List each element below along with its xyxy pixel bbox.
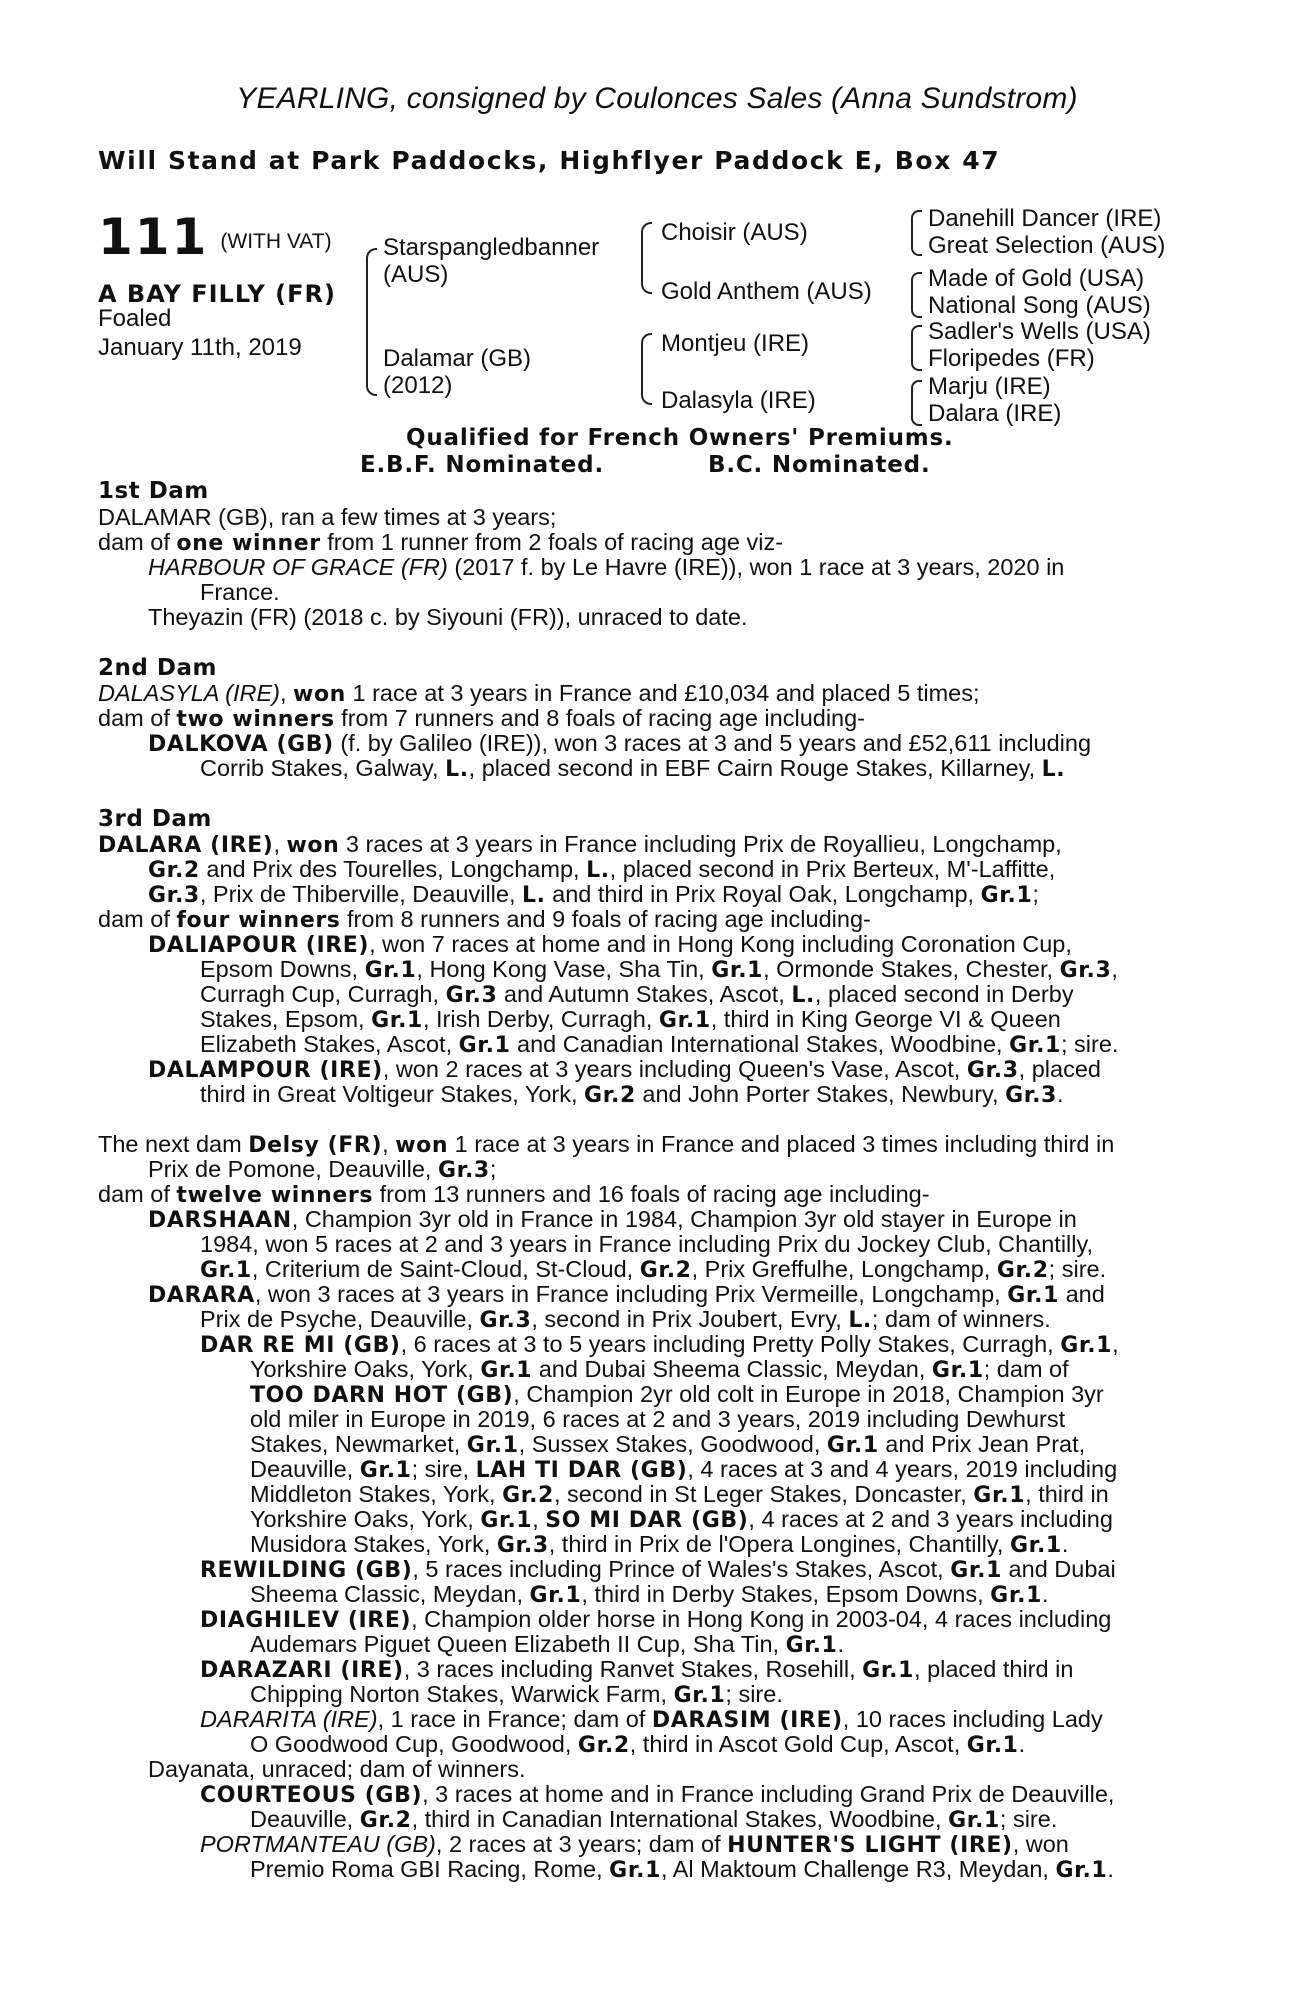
text-run: DARSHAAN — [148, 1208, 292, 1233]
next-dam-line — [250, 1807, 1057, 1833]
text-run: and third in Prix Royal Oak, Longchamp, — [545, 881, 981, 907]
next-dam-line — [250, 1632, 844, 1658]
next-dam-line — [250, 1482, 1109, 1508]
text-run: Middleton Stakes, York, — [250, 1481, 503, 1507]
pedigree-brace — [641, 333, 652, 405]
text-run: , — [279, 680, 294, 706]
text-run: ; sire. — [1048, 1256, 1107, 1282]
next-dam-line — [250, 1857, 1114, 1883]
text-run: Gr.3 — [437, 1158, 490, 1183]
text-run: Gr.1 — [480, 1508, 533, 1533]
next-dam-line — [200, 1257, 1106, 1283]
text-run: DALARA (IRE) — [98, 833, 274, 858]
third-dam-line — [200, 957, 1118, 983]
text-run: Prix de Psyche, Deauville, — [200, 1306, 480, 1332]
text-run: L. — [445, 757, 469, 782]
text-run: Gr.2 — [502, 1483, 554, 1508]
text-run: from 8 runners and 9 foals of racing age including- — [340, 906, 871, 932]
third-dam-line — [200, 1032, 1118, 1058]
text-run: , placed — [1018, 1056, 1101, 1082]
text-run: Deauville, — [250, 1806, 360, 1832]
text-run: from 1 runner from 2 foals of racing age viz- — [320, 529, 784, 555]
next-dam-line — [200, 1607, 1111, 1633]
text-run: , Hong Kong Vase, Sha Tin, — [416, 956, 712, 982]
text-run: Gr.2 — [584, 1083, 636, 1108]
text-run: and Dubai Sheema Classic, Meydan, — [532, 1356, 932, 1382]
text-run: , placed second in Derby — [814, 981, 1074, 1007]
text-run: dam of — [98, 1181, 177, 1207]
text-run: won — [286, 833, 340, 858]
text-run: Gr.1 — [950, 1558, 1003, 1583]
text-run: , Prix de Thiberville, Deauville, — [199, 881, 523, 907]
text-run: , placed second in Prix Berteux, M'-Laffitte, — [609, 856, 1056, 882]
text-run: Gr.1 — [826, 1433, 879, 1458]
text-run: one winner — [176, 531, 321, 556]
text-run: 3 races at 3 years in France including Prix de Royallieu, Longchamp, — [339, 831, 1062, 857]
text-run: Gr.1 — [785, 1633, 838, 1658]
sire-sire-dam: Great Selection (AUS) — [928, 232, 1166, 259]
text-run: , 4 races at 3 and 4 years, 2019 including — [687, 1456, 1118, 1482]
text-run: DALASYLA (IRE) — [98, 680, 280, 706]
text-run: , placed second in EBF Cairn Rouge Stakes, Killarney, — [468, 755, 1042, 781]
dam-dam-sire: Marju (IRE) — [928, 373, 1051, 400]
text-run: DAR RE MI (GB) — [200, 1333, 401, 1358]
text-run: ; dam of — [983, 1356, 1069, 1382]
text-run: Gr.1 — [609, 1858, 661, 1883]
text-run: , Champion 3yr old in France in 1984, Champion 3yr old stayer in Europe in — [291, 1206, 1077, 1232]
text-run: L. — [1041, 757, 1066, 782]
text-run: and Prix des Tourelles, Longchamp, — [199, 856, 587, 882]
foaled-info — [98, 304, 302, 362]
text-run: four winners — [176, 908, 341, 933]
next-dam-line — [148, 1282, 1105, 1308]
pedigree-brace — [911, 380, 922, 426]
text-run: and Autumn Stakes, Ascot, — [497, 981, 792, 1007]
text-run: . — [1061, 1531, 1069, 1557]
text-run: Gr.1 — [480, 1358, 533, 1383]
dam-dam-dam: Dalara (IRE) — [928, 400, 1062, 427]
text-run: , — [1112, 1331, 1119, 1357]
text-run: from 7 runners and 8 foals of racing age including- — [334, 705, 866, 731]
bc-nomination: B.C. Nominated. — [708, 452, 931, 478]
pedigree-brace — [911, 272, 922, 318]
text-run: 1 race at 3 years in France and £10,034 and placed 5 times; — [345, 680, 980, 706]
text-run: , Champion older horse in Hong Kong in 2003-04, 4 races including — [411, 1606, 1112, 1632]
text-run: , won 3 races at 3 years in France including Prix Vermeille, Longchamp, — [254, 1281, 1008, 1307]
text-run: , won 7 races at home and in Hong Kong including Coronation Cup, — [369, 931, 1072, 957]
text-run: Prix de Pomone, Deauville, — [148, 1156, 438, 1182]
sire-country: (AUS) — [383, 261, 449, 288]
text-run: Gr.1 — [973, 1483, 1026, 1508]
text-run: Gr.1 — [1009, 1033, 1061, 1058]
text-run: third in Great Voltigeur Stakes, York, — [200, 1081, 585, 1107]
text-run: , 3 races at home and in France including Grand Prix de Deauville, — [422, 1781, 1115, 1807]
text-run: HARBOUR OF GRACE (FR) — [148, 554, 448, 580]
third-dam-line — [148, 932, 1072, 958]
text-run: Gr.1 — [673, 1683, 726, 1708]
dam-sire-dam: Floripedes (FR) — [928, 345, 1095, 372]
next-dam-line — [250, 1382, 1104, 1408]
text-run: Gr.2 — [359, 1808, 412, 1833]
text-run: Gr.2 — [148, 858, 200, 883]
text-run: Gr.1 — [711, 958, 764, 983]
text-run: Gr.3 — [1005, 1083, 1057, 1108]
pedigree-brace — [641, 222, 652, 294]
text-run: , third in Derby Stakes, Epsom Downs, — [581, 1581, 991, 1607]
text-run: , — [1111, 956, 1118, 982]
next-dam-line — [250, 1732, 1025, 1758]
text-run: 1 race at 3 years in France and placed 3 times including third in — [448, 1131, 1115, 1157]
text-run: ; — [1032, 881, 1039, 907]
next-dam-line — [200, 1832, 1069, 1858]
next-dam-line — [250, 1582, 1049, 1608]
text-run: ; — [489, 1156, 497, 1182]
text-run: DARAZARI (IRE) — [200, 1658, 404, 1683]
text-run: L. — [522, 883, 546, 908]
text-run: , — [273, 831, 287, 857]
page-title: YEARLING, consigned by Coulonces Sales (Anna Sundstrom) — [236, 82, 1078, 115]
text-run: , 3 races including Ranvet Stakes, Rosehill, — [403, 1656, 863, 1682]
next-dam-line — [200, 1782, 1114, 1808]
sire-name: Starspangledbanner — [383, 234, 600, 261]
text-run: dam of — [98, 906, 177, 932]
text-run: , second in Prix Joubert, Evry, — [531, 1306, 849, 1332]
text-run: Gr.1 — [948, 1808, 1000, 1833]
text-run: Yorkshire Oaks, York, — [250, 1356, 481, 1382]
text-run: , third in Ascot Gold Cup, Ascot, — [629, 1731, 967, 1757]
text-run: , won — [1012, 1831, 1069, 1857]
sire-dam: Gold Anthem (AUS) — [661, 278, 872, 305]
sire-sire-sire: Danehill Dancer (IRE) — [928, 205, 1162, 232]
next-dam-line: old miler in Europe in 2019, 6 races at 2 and 3 years, 2019 including Dewhurst — [250, 1406, 1066, 1432]
text-run: DIAGHILEV (IRE) — [200, 1608, 412, 1633]
text-run: and John Porter Stakes, Newbury, — [635, 1081, 1006, 1107]
third-dam-line — [148, 1057, 1101, 1083]
second-dam-line — [98, 706, 865, 732]
text-run: , — [532, 1506, 546, 1532]
dam-dam: Dalasyla (IRE) — [661, 387, 816, 414]
foaled-label: Foaled — [98, 305, 172, 332]
text-run: dam of — [98, 529, 177, 555]
text-run: won — [293, 682, 346, 707]
text-run: won — [395, 1133, 449, 1158]
third-dam-line — [200, 1082, 1063, 1108]
second-dam-line — [148, 731, 1091, 757]
next-dam-line — [148, 1207, 1077, 1233]
next-dam-line — [98, 1132, 1114, 1158]
text-run: twelve winners — [176, 1183, 374, 1208]
text-run: Gr.1 — [200, 1258, 252, 1283]
first-dam-line — [98, 530, 783, 556]
text-run: Gr.1 — [466, 1433, 519, 1458]
text-run: SO MI DAR (GB) — [545, 1508, 749, 1533]
text-run: HUNTER'S LIGHT (IRE) — [727, 1833, 1013, 1858]
text-run: Gr.1 — [1060, 1333, 1113, 1358]
third-dam-line — [148, 882, 1039, 908]
text-run: Corrib Stakes, Galway, — [200, 755, 446, 781]
third-dam-line — [98, 907, 871, 933]
text-run: . — [1107, 1856, 1114, 1882]
text-run: two winners — [176, 707, 335, 732]
text-run: Epsom Downs, — [200, 956, 365, 982]
text-run: Gr.1 — [658, 1008, 711, 1033]
text-run: , Al Maktoum Challenge R3, Meydan, — [661, 1856, 1056, 1882]
pedigree-brace — [911, 210, 922, 256]
text-run: ; sire. — [725, 1681, 783, 1707]
text-run: Elizabeth Stakes, Ascot, — [200, 1031, 459, 1057]
pedigree-brace — [911, 325, 922, 371]
text-run: , Ormonde Stakes, Chester, — [763, 956, 1060, 982]
text-run: , 4 races at 2 and 3 years including — [748, 1506, 1113, 1532]
text-run: ; sire, — [411, 1456, 476, 1482]
sire-dam-sire: Made of Gold (USA) — [928, 265, 1145, 292]
text-run: , placed third in — [914, 1656, 1074, 1682]
text-run: REWILDING (GB) — [200, 1558, 413, 1583]
next-dam-line — [200, 1307, 1051, 1333]
text-run: ; dam of winners. — [871, 1306, 1051, 1332]
text-run: , Sussex Stakes, Goodwood, — [518, 1431, 827, 1457]
text-run: Gr.1 — [931, 1358, 984, 1383]
next-dam-line — [200, 1657, 1073, 1683]
horse-name: A BAY FILLY (FR) — [98, 280, 336, 308]
text-run: L. — [586, 858, 610, 883]
next-dam-line — [250, 1682, 783, 1708]
next-dam-line — [200, 1707, 1103, 1733]
text-run: Gr.1 — [364, 958, 417, 983]
text-run: . — [837, 1631, 844, 1657]
text-run: DALKOVA (GB) — [148, 732, 334, 757]
text-run: , second in St Leger Stakes, Doncaster, — [553, 1481, 974, 1507]
text-run: Deauville, — [250, 1456, 360, 1482]
third-dam-line — [148, 857, 1055, 883]
next-dam-line: 1984, won 5 races at 2 and 3 years in France including Prix du Jockey Club, Chantilly, — [200, 1231, 1094, 1257]
text-run: Chipping Norton Stakes, Warwick Farm, — [250, 1681, 674, 1707]
first-dam-line: Theyazin (FR) (2018 c. by Siyouni (FR)), unraced to date. — [148, 604, 748, 630]
text-run: from 13 runners and 16 foals of racing age including- — [373, 1181, 930, 1207]
text-run: Gr.1 — [529, 1583, 582, 1608]
text-run: Stakes, Epsom, — [200, 1006, 372, 1032]
text-run: . — [1042, 1581, 1049, 1607]
third-dam-line — [98, 832, 1062, 858]
text-run: Stakes, Newmarket, — [250, 1431, 467, 1457]
sire-dam-dam: National Song (AUS) — [928, 292, 1151, 319]
text-run: , 5 races including Prince of Wales's Stakes, Ascot, — [412, 1556, 951, 1582]
text-run: DALAMPOUR (IRE) — [148, 1058, 383, 1083]
text-run: O Goodwood Cup, Goodwood, — [250, 1731, 578, 1757]
text-run: Gr.1 — [990, 1583, 1042, 1608]
text-run: , 10 races including Lady — [842, 1706, 1103, 1732]
text-run: ; sire. — [999, 1806, 1058, 1832]
vat-label: (WITH VAT) — [220, 230, 332, 253]
third-dam-line — [200, 982, 1074, 1008]
text-run: (f. by Galileo (IRE)), won 3 races at 3 and 5 years and £52,611 including — [333, 730, 1092, 756]
next-dam-line — [200, 1557, 1116, 1583]
text-run: Curragh Cup, Curragh, — [200, 981, 446, 1007]
text-run: ; sire. — [1060, 1031, 1119, 1057]
text-run: , Champion 2yr old colt in Europe in 2018, Champion 3yr — [513, 1381, 1104, 1407]
text-run: Gr.1 — [458, 1033, 511, 1058]
foaled-date: January 11th, 2019 — [98, 334, 302, 361]
text-run: Gr.3 — [496, 1533, 549, 1558]
second-dam-line — [98, 681, 980, 707]
text-run: , third in Prix de l'Opera Longines, Chantilly, — [548, 1531, 1010, 1557]
text-run: Delsy (FR) — [248, 1133, 383, 1158]
text-run: , won 2 races at 3 years including Queen's Vase, Ascot, — [382, 1056, 967, 1082]
text-run: L. — [791, 983, 815, 1008]
dam-sire-sire: Sadler's Wells (USA) — [928, 318, 1151, 345]
text-run: dam of — [98, 705, 177, 731]
text-run: Musidora Stakes, York, — [250, 1531, 497, 1557]
next-dam-line: Dayanata, unraced; dam of winners. — [148, 1756, 526, 1782]
next-dam-line — [148, 1157, 496, 1183]
text-run: (2017 f. by Le Havre (IRE)), won 1 race at 3 years, 2020 in — [447, 554, 1065, 580]
next-dam-line — [200, 1332, 1119, 1358]
next-dam-line — [250, 1357, 1069, 1383]
text-run: , 6 races at 3 to 5 years including Pretty Polly Stakes, Curragh, — [400, 1331, 1061, 1357]
first-dam-line: France. — [200, 579, 280, 605]
text-run: Audemars Piguet Queen Elizabeth II Cup, Sha Tin, — [250, 1631, 786, 1657]
text-run: The next dam — [98, 1131, 249, 1157]
text-run: DARARA — [148, 1283, 255, 1308]
text-run: Yorkshire Oaks, York, — [250, 1506, 481, 1532]
dam-sire: Montjeu (IRE) — [661, 330, 810, 357]
text-run: , third in Canadian International Stakes, Woodbine, — [411, 1806, 949, 1832]
third-dam-line — [200, 1007, 1061, 1033]
text-run: Gr.1 — [371, 1008, 423, 1033]
text-run: , — [382, 1131, 396, 1157]
text-run: Gr.1 — [1055, 1858, 1108, 1883]
next-dam-line — [250, 1532, 1068, 1558]
text-run: Gr.1 — [862, 1658, 915, 1683]
second-dam-line — [200, 756, 1065, 782]
text-run: Gr.3 — [479, 1308, 532, 1333]
text-run: Gr.3 — [148, 883, 200, 908]
first-dam-line — [148, 555, 1064, 580]
ebf-nomination: E.B.F. Nominated. — [360, 452, 604, 478]
qualification-line: Qualified for French Owners' Premiums. — [406, 425, 954, 451]
text-run: and Canadian International Stakes, Woodbine, — [510, 1031, 1010, 1057]
text-run: Gr.1 — [1009, 1533, 1062, 1558]
text-run: . — [1018, 1731, 1026, 1757]
text-run: COURTEOUS (GB) — [200, 1783, 423, 1808]
text-run: TOO DARN HOT (GB) — [250, 1383, 514, 1408]
text-run: , Prix Greffulhe, Longchamp, — [691, 1256, 997, 1282]
second-dam-heading: 2nd Dam — [98, 655, 217, 681]
next-dam-line — [98, 1182, 930, 1208]
text-run: Gr.2 — [639, 1258, 692, 1283]
text-run: , third in King George VI & Queen — [710, 1006, 1061, 1032]
first-dam-line: DALAMAR (GB), ran a few times at 3 years; — [98, 504, 557, 530]
text-run: DALIAPOUR (IRE) — [148, 933, 370, 958]
pedigree-brace — [366, 248, 377, 396]
text-run: and — [1059, 1281, 1105, 1307]
venue-line: Will Stand at Park Paddocks, Highflyer Paddock E, Box 47 — [98, 146, 1001, 175]
text-run: , 2 races at 3 years; dam of — [435, 1831, 728, 1857]
next-dam-line — [250, 1432, 1085, 1458]
first-dam-heading: 1st Dam — [98, 478, 209, 504]
third-dam-heading: 3rd Dam — [98, 806, 212, 832]
text-run: PORTMANTEAU (GB) — [200, 1831, 436, 1857]
text-run: , 1 race in France; dam of — [377, 1706, 652, 1732]
next-dam-line — [250, 1457, 1117, 1483]
text-run: Gr.1 — [980, 883, 1033, 908]
text-run: DARARITA (IRE) — [200, 1706, 378, 1732]
text-run: Premio Roma GBI Racing, Rome, — [250, 1856, 610, 1882]
lot-header — [98, 208, 332, 266]
text-run: . — [1056, 1081, 1064, 1107]
sire-sire: Choisir (AUS) — [661, 219, 808, 246]
text-run: Gr.1 — [1007, 1283, 1060, 1308]
text-run: , Irish Derby, Curragh, — [422, 1006, 659, 1032]
text-run: Gr.2 — [577, 1733, 630, 1758]
text-run: Sheema Classic, Meydan, — [250, 1581, 530, 1607]
text-run: DARASIM (IRE) — [651, 1708, 843, 1733]
text-run: , third in — [1025, 1481, 1109, 1507]
next-dam-line — [250, 1507, 1113, 1533]
text-run: Gr.1 — [966, 1733, 1019, 1758]
lot-number: 111 — [98, 208, 209, 266]
text-run: L. — [848, 1308, 872, 1333]
text-run: , Criterium de Saint-Cloud, St-Cloud, — [251, 1256, 640, 1282]
text-run: and Prix Jean Prat, — [878, 1431, 1086, 1457]
text-run: Gr.2 — [996, 1258, 1049, 1283]
dam-name: Dalamar (GB) — [383, 345, 532, 372]
text-run: Gr.3 — [1059, 958, 1112, 983]
text-run: Gr.3 — [445, 983, 498, 1008]
dam-year: (2012) — [383, 372, 453, 399]
text-run: and Dubai — [1002, 1556, 1116, 1582]
text-run: Gr.1 — [359, 1458, 412, 1483]
text-run: LAH TI DAR (GB) — [475, 1458, 688, 1483]
text-run: Gr.3 — [966, 1058, 1019, 1083]
